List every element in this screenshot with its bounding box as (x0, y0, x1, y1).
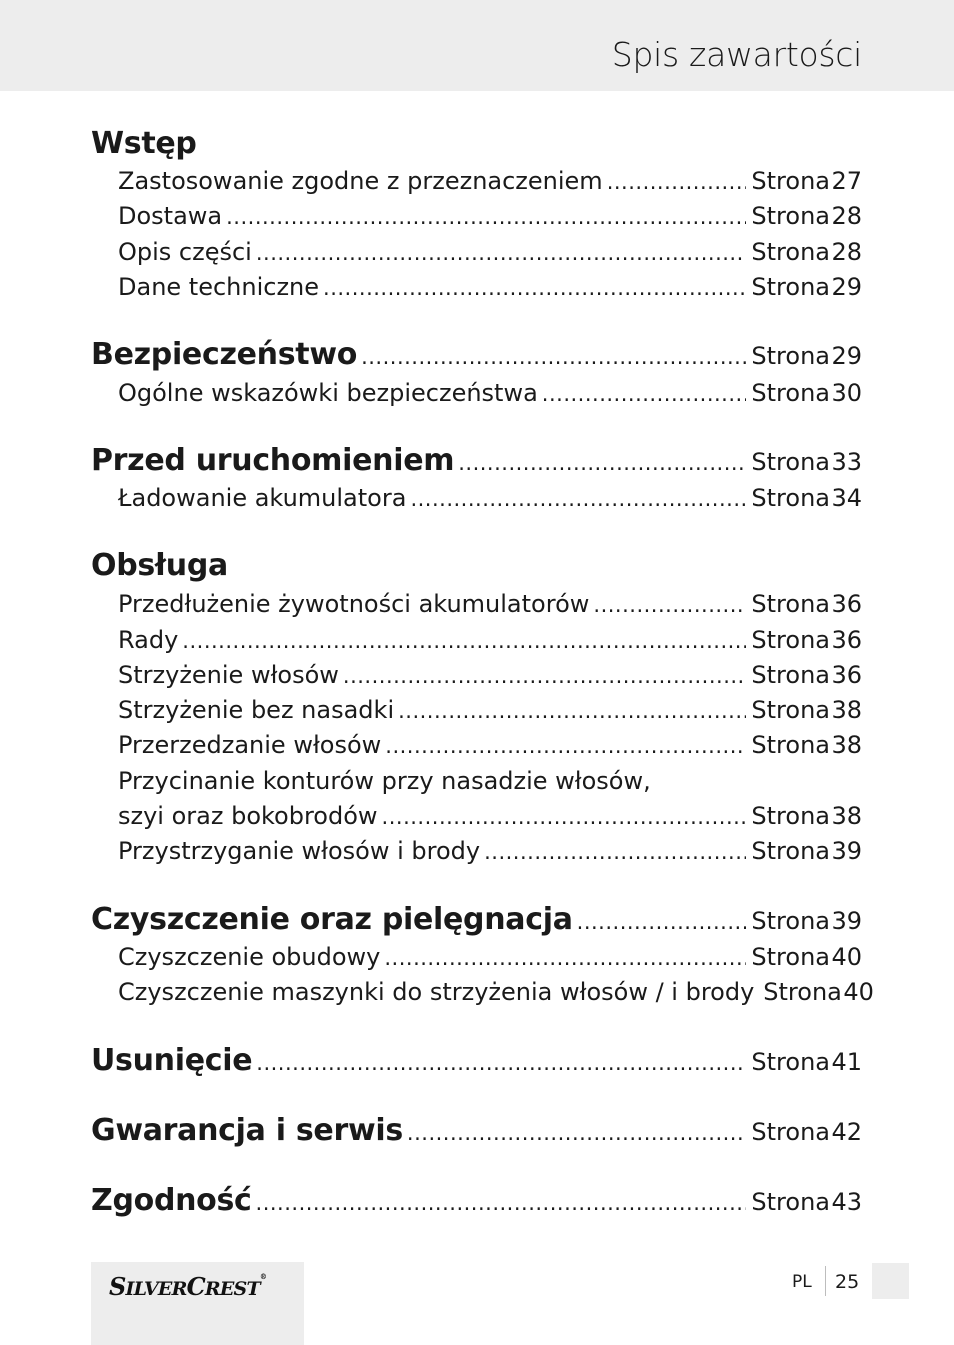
toc-item[interactable] (118, 379, 862, 409)
toc-item[interactable] (118, 661, 862, 691)
toc-item-label: Czyszczenie obudowy (118, 943, 381, 971)
page-number: 36 (831, 626, 862, 654)
leader-dots (256, 241, 747, 265)
page-label: Strona (751, 802, 830, 830)
page-number: 27 (831, 167, 862, 195)
silvercrest-logo: SILVERCREST® (109, 1272, 267, 1301)
footer-logo-box (91, 1262, 304, 1345)
page-label: Strona (751, 907, 830, 935)
toc-item-label: Strzyżenie bez nasadki (118, 696, 395, 724)
toc-section-title: Bezpieczeństwo (91, 337, 358, 372)
leader-dots (484, 840, 746, 864)
page-label: Strona (751, 626, 830, 654)
toc-item[interactable] (118, 802, 862, 832)
toc-item-label: Zastosowanie zgodne z przeznaczeniem (118, 167, 603, 195)
leader-dots (593, 593, 746, 617)
leader-dots (343, 664, 747, 688)
page-number: 39 (831, 837, 862, 865)
footer-page-number: 25 (835, 1271, 860, 1293)
page-number: 34 (831, 484, 862, 512)
toc-item-first-line[interactable] (118, 767, 862, 797)
toc-section-title: Gwarancja i serwis (91, 1113, 403, 1148)
page-number: 43 (831, 1188, 862, 1216)
toc-item-label: Dane techniczne (118, 273, 320, 301)
leader-dots (256, 1051, 746, 1075)
toc-section-obsluga[interactable] (91, 548, 862, 583)
leader-dots (607, 170, 747, 194)
leader-dots (256, 1191, 747, 1215)
page-label: Strona (751, 661, 830, 689)
toc-section-title: Zgodność (91, 1183, 252, 1218)
page-number: 41 (831, 1048, 862, 1076)
page-label: Strona (751, 484, 830, 512)
leader-dots (385, 734, 746, 758)
page-label: Strona (751, 202, 830, 230)
toc-item[interactable] (118, 484, 862, 514)
page-number: 38 (831, 802, 862, 830)
toc-item-label-continuation: szyi oraz bokobrodów (118, 802, 378, 830)
toc-item[interactable] (118, 590, 862, 620)
toc-section-title: Przed uruchomieniem (91, 443, 455, 478)
toc-item-label: Ładowanie akumulatora (118, 484, 407, 512)
page-label: Strona (751, 238, 830, 266)
leader-dots (398, 699, 746, 723)
toc-item-label: Przedłużenie żywotności akumulatorów (118, 590, 590, 618)
page-number: 39 (831, 907, 862, 935)
leader-dots (458, 451, 746, 475)
footer-divider (825, 1266, 826, 1296)
page-number: 28 (831, 202, 862, 230)
toc-section-przed-uruchomieniem[interactable] (91, 443, 862, 478)
toc-item[interactable] (118, 202, 862, 232)
toc-item-label: Rady (118, 626, 179, 654)
page-number: 36 (831, 590, 862, 618)
footer-tab-marker (872, 1263, 909, 1299)
toc-section-title: Obsługa (91, 548, 228, 583)
toc-section-bezpieczenstwo[interactable] (91, 337, 862, 372)
toc-section-wstep[interactable] (91, 126, 862, 161)
toc-item-label: Przerzedzanie włosów (118, 731, 382, 759)
leader-dots (410, 487, 746, 511)
toc-section-czyszczenie[interactable] (91, 902, 862, 937)
page-number: 40 (843, 978, 874, 1006)
toc-item[interactable] (118, 943, 862, 973)
toc-item-label: Czyszczenie maszynki do strzyżenia włosów / i brody (118, 978, 755, 1006)
page-number: 40 (831, 943, 862, 971)
toc-section-title: Usunięcie (91, 1043, 253, 1078)
toc-item-label: Opis części (118, 238, 252, 266)
toc-item[interactable] (118, 626, 862, 656)
toc-item-label: Ogólne wskazówki bezpieczeństwa (118, 379, 538, 407)
language-code: PL (792, 1272, 812, 1292)
leader-dots (226, 205, 746, 229)
toc-item[interactable] (118, 273, 862, 303)
toc-section-gwarancja[interactable] (91, 1113, 862, 1148)
page-label: Strona (751, 448, 830, 476)
leader-dots (182, 629, 746, 653)
page-number: 38 (831, 696, 862, 724)
page-label: Strona (751, 1118, 830, 1146)
page-label: Strona (751, 943, 830, 971)
page-label: Strona (751, 379, 830, 407)
toc-item[interactable] (118, 238, 862, 268)
toc-section-title: Czyszczenie oraz pielęgnacja (91, 902, 573, 937)
toc-item-label: Przycinanie konturów przy nasadzie włosów, (118, 767, 651, 795)
toc-item-label: Dostawa (118, 202, 223, 230)
toc-item[interactable] (118, 731, 862, 761)
page-number: 28 (831, 238, 862, 266)
page-number: 36 (831, 661, 862, 689)
toc-section-title: Wstęp (91, 126, 197, 161)
toc-section-usuniecie[interactable] (91, 1043, 862, 1078)
page-label: Strona (751, 1188, 830, 1216)
page-label: Strona (751, 590, 830, 618)
leader-dots (407, 1121, 746, 1145)
toc-item-label: Przystrzyganie włosów i brody (118, 837, 481, 865)
toc-item[interactable] (118, 978, 874, 1008)
page-number: 42 (831, 1118, 862, 1146)
toc-item[interactable] (118, 696, 862, 726)
page-number: 29 (831, 273, 862, 301)
page-label: Strona (751, 167, 830, 195)
page-number: 33 (831, 448, 862, 476)
leader-dots (361, 345, 746, 369)
page-label: Strona (763, 978, 842, 1006)
leader-dots (382, 805, 747, 829)
toc-item[interactable] (118, 837, 862, 867)
leader-dots (542, 382, 747, 406)
page-title: Spis zawartości (611, 35, 862, 74)
page-label: Strona (751, 1048, 830, 1076)
page-number: 30 (831, 379, 862, 407)
leader-dots (577, 910, 747, 934)
page-number: 38 (831, 731, 862, 759)
page-label: Strona (751, 837, 830, 865)
page-label: Strona (751, 731, 830, 759)
page-label: Strona (751, 342, 830, 370)
page-label: Strona (751, 696, 830, 724)
page-label: Strona (751, 273, 830, 301)
toc-item-label: Strzyżenie włosów (118, 661, 339, 689)
leader-dots (384, 946, 746, 970)
toc-section-zgodnosc[interactable] (91, 1183, 862, 1218)
leader-dots (323, 276, 746, 300)
toc-item[interactable] (118, 167, 862, 197)
page-number: 29 (831, 342, 862, 370)
